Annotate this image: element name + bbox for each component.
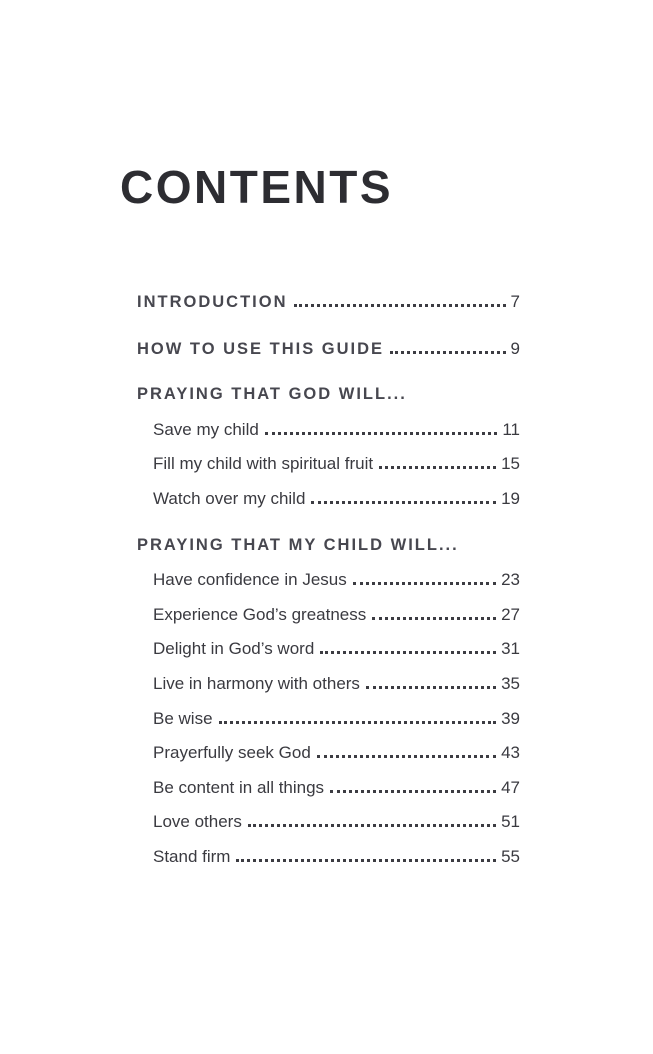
- toc-entry-label: INTRODUCTION: [137, 293, 288, 311]
- toc-row-item: [137, 605, 520, 640]
- toc-row-item: [137, 812, 520, 847]
- dot-leader: [236, 859, 496, 862]
- toc-row-item: [137, 743, 520, 778]
- toc-row-section: [137, 385, 520, 420]
- dot-leader: [248, 824, 496, 827]
- toc-row-item: [137, 420, 520, 455]
- toc-entry-label: PRAYING THAT GOD WILL...: [137, 385, 407, 404]
- dot-leader: [320, 651, 496, 654]
- page-title: CONTENTS: [120, 161, 393, 213]
- toc-entry-page-number: 47: [501, 777, 520, 797]
- toc-entry-label: Live in harmony with others: [153, 673, 360, 693]
- toc-entry-label: Delight in God’s word: [153, 639, 315, 659]
- toc-row-item: [137, 639, 520, 674]
- toc-entry-label: Fill my child with spiritual fruit: [153, 454, 374, 474]
- toc-entry-label: Be wise: [153, 708, 213, 728]
- toc-row-item: [137, 674, 520, 709]
- toc-entry-page-number: 35: [501, 673, 520, 693]
- toc-entry-label: Watch over my child: [153, 488, 306, 508]
- dot-leader: [219, 721, 497, 724]
- toc-entry-page-number: 51: [501, 812, 520, 832]
- toc-entry-page-number: 9: [510, 338, 520, 358]
- dot-leader: [390, 351, 505, 354]
- dot-leader: [372, 617, 496, 620]
- toc-entry-page-number: 15: [501, 454, 520, 474]
- toc-entry-page-number: 27: [501, 604, 520, 624]
- dot-leader: [311, 501, 496, 504]
- toc-entry-label: Have confidence in Jesus: [153, 570, 347, 590]
- dot-leader: [294, 304, 506, 307]
- toc-row-item: [137, 570, 520, 605]
- toc: [137, 292, 520, 882]
- dot-leader: [317, 755, 496, 758]
- toc-entry-label: Save my child: [153, 419, 259, 439]
- toc-entry-page-number: 23: [501, 570, 520, 590]
- toc-entry-label: Stand firm: [153, 846, 231, 866]
- toc-entry-label: Prayerfully seek God: [153, 743, 311, 763]
- dot-leader: [366, 686, 496, 689]
- toc-row-chapter: [137, 339, 520, 374]
- toc-row-item: [137, 454, 520, 489]
- toc-entry-label: Be content in all things: [153, 777, 325, 797]
- dot-leader: [330, 790, 496, 793]
- toc-entry-label: PRAYING THAT MY CHILD WILL...: [137, 535, 459, 554]
- dot-leader: [353, 582, 496, 585]
- toc-row-item: [137, 847, 520, 882]
- toc-row-item: [137, 709, 520, 744]
- toc-entry-page-number: 7: [510, 292, 520, 311]
- toc-entry-page-number: 39: [501, 708, 520, 728]
- toc-entry-label: HOW TO USE THIS GUIDE: [137, 339, 385, 358]
- toc-entry-label: Love others: [153, 812, 242, 832]
- dot-leader: [265, 432, 498, 435]
- toc-row-chapter: [137, 292, 520, 327]
- toc-entry-label: Experience God’s greatness: [153, 604, 367, 624]
- toc-entry-page-number: 19: [501, 488, 520, 508]
- toc-entry-page-number: 55: [501, 846, 520, 866]
- toc-row-item: [137, 489, 520, 524]
- toc-row-item: [137, 778, 520, 813]
- toc-entry-page-number: 11: [502, 419, 520, 439]
- toc-entry-page-number: 43: [501, 743, 520, 763]
- dot-leader: [379, 466, 496, 469]
- toc-row-section: [137, 536, 520, 571]
- toc-entry-page-number: 31: [501, 639, 520, 659]
